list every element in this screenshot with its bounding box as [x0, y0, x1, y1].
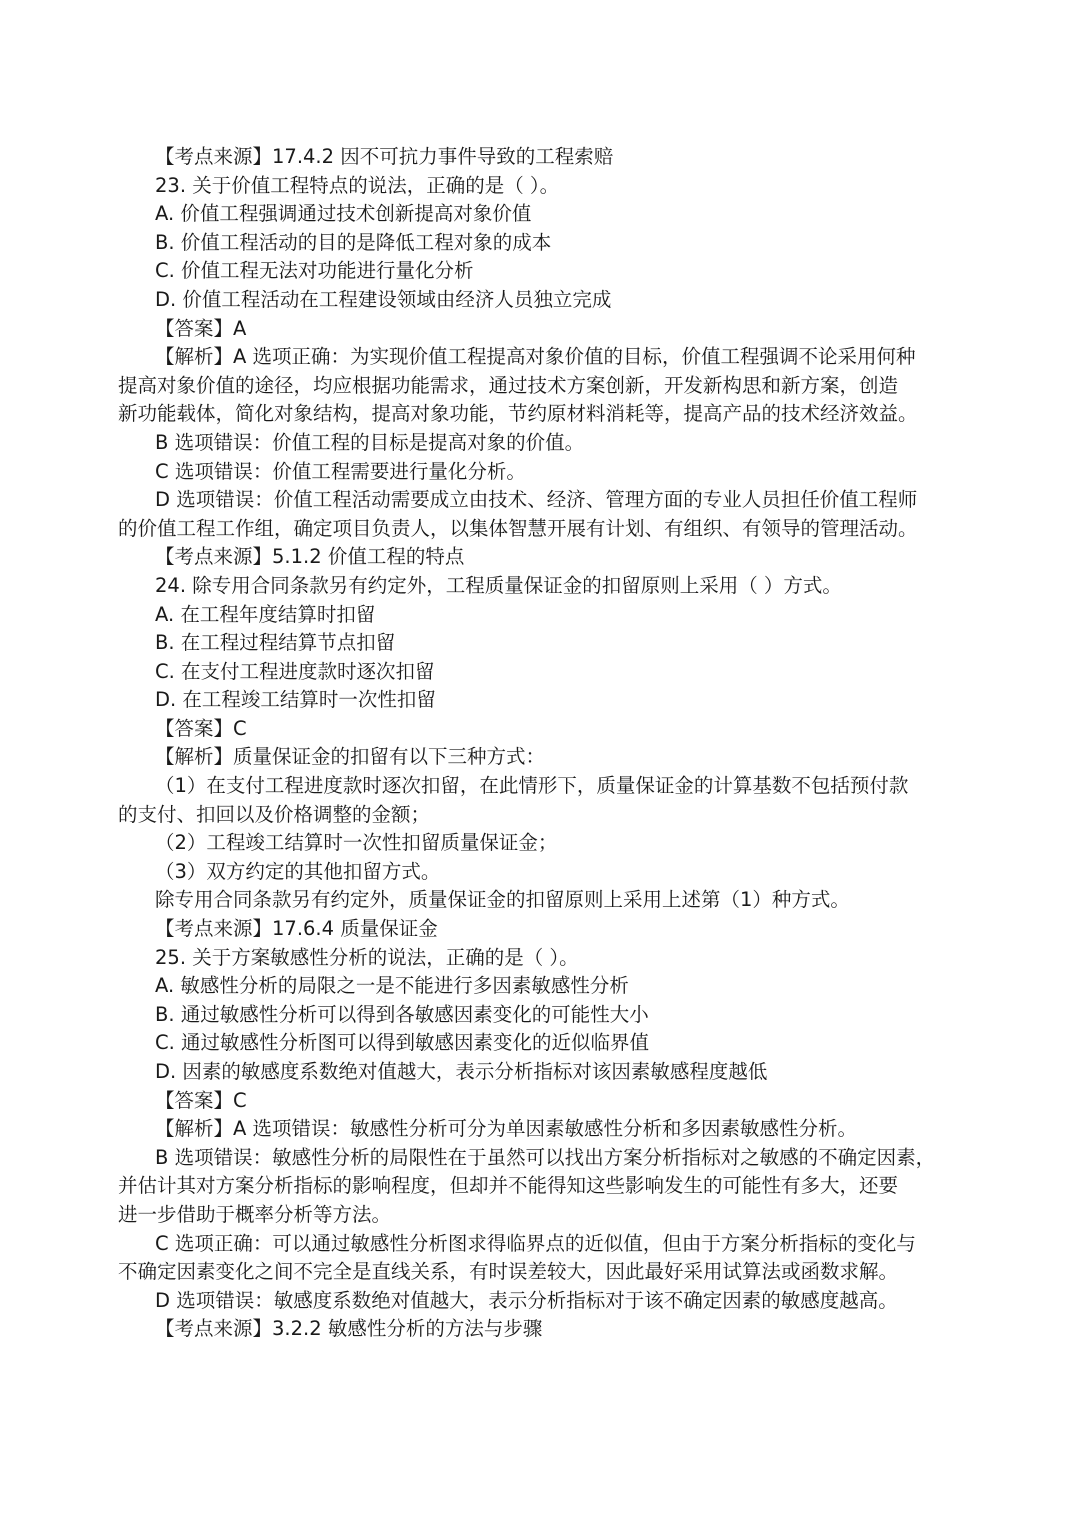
text-line: 【答案】C: [155, 1088, 247, 1112]
text-line: 【考点来源】5.1.2 价值工程的特点: [155, 545, 465, 569]
text-line: D 选项错误：敏感度系数绝对值越大，表示分析指标对于该不确定因素的敏感度越高。: [155, 1288, 898, 1312]
text-line: （3）双方约定的其他扣留方式。: [155, 859, 441, 883]
text-line: C. 价值工程无法对功能进行量化分析: [155, 259, 474, 283]
text-line: A. 价值工程强调通过技术创新提高对象价值: [155, 202, 532, 226]
text-line: 【解析】A 选项错误：敏感性分析可分为单因素敏感性分析和多因素敏感性分析。: [155, 1117, 858, 1141]
text-line: 除专用合同条款另有约定外，质量保证金的扣留原则上采用上述第（1）种方式。: [155, 888, 850, 912]
text-line: D. 价值工程活动在工程建设领域由经济人员独立完成: [155, 287, 612, 311]
text-line: B 选项错误：价值工程的目标是提高对象的价值。: [155, 430, 585, 454]
text-line: 【解析】A 选项正确：为实现价值工程提高对象价值的目标，价值工程强调不论采用何种: [155, 345, 916, 369]
text-line: 不确定因素变化之间不完全是直线关系，有时误差较大，因此最好采用试算法或函数求解。: [118, 1260, 899, 1284]
text-line: （1）在支付工程进度款时逐次扣留，在此情形下，质量保证金的计算基数不包括预付款: [155, 774, 909, 798]
text-line: D. 在工程竣工结算时一次性扣留: [155, 688, 436, 712]
text-line: 提高对象价值的途径，均应根据功能需求，通过技术方案创新，开发新构思和新方案，创造: [118, 373, 899, 397]
text-line: B. 通过敏感性分析可以得到各敏感因素变化的可能性大小: [155, 1002, 649, 1026]
document-body: [118, 143, 998, 1344]
text-line: 【解析】质量保证金的扣留有以下三种方式：: [155, 745, 546, 769]
text-line: 新功能载体，简化对象结构，提高对象功能，节约原材料消耗等，提高产品的技术经济效益。: [118, 402, 918, 426]
text-line: B. 价值工程活动的目的是降低工程对象的成本: [155, 230, 552, 254]
text-line: A. 在工程年度结算时扣留: [155, 602, 376, 626]
text-line: 24. 除专用合同条款另有约定外，工程质量保证金的扣留原则上采用（ ）方式。: [155, 573, 842, 597]
text-line: 23. 关于价值工程特点的说法，正确的是（ ）。: [155, 173, 560, 197]
text-line: （2）工程竣工结算时一次性扣留质量保证金；: [155, 831, 558, 855]
text-line: 【答案】C: [155, 716, 247, 740]
text-line: B. 在工程过程结算节点扣留: [155, 631, 396, 655]
text-line: 【考点来源】17.6.4 质量保证金: [155, 917, 438, 941]
text-line: C 选项正确：可以通过敏感性分析图求得临界点的近似值，但由于方案分析指标的变化与: [155, 1231, 916, 1255]
text-line: C. 通过敏感性分析图可以得到敏感因素变化的近似临界值: [155, 1031, 650, 1055]
text-line: B 选项错误：敏感性分析的局限性在于虽然可以找出方案分析指标对之敏感的不确定因素，: [155, 1145, 936, 1169]
text-line: C. 在支付工程进度款时逐次扣留: [155, 659, 435, 683]
text-line: 的价值工程工作组，确定项目负责人，以集体智慧开展有计划、有组织、有领导的管理活动。: [118, 516, 918, 540]
text-line: 25. 关于方案敏感性分析的说法，正确的是（ ）。: [155, 945, 579, 969]
text-line: D 选项错误：价值工程活动需要成立由技术、经济、管理方面的专业人员担任价值工程师: [155, 488, 918, 512]
text-line: 进一步借助于概率分析等方法。: [118, 1202, 392, 1226]
text-line: C 选项错误：价值工程需要进行量化分析。: [155, 459, 526, 483]
text-line: A. 敏感性分析的局限之一是不能进行多因素敏感性分析: [155, 974, 629, 998]
text-line: 并估计其对方案分析指标的影响程度，但却并不能得知这些影响发生的可能性有多大，还要: [118, 1174, 899, 1198]
text-line: D. 因素的敏感度系数绝对值越大，表示分析指标对该因素敏感程度越低: [155, 1060, 768, 1083]
text-line: 【考点来源】3.2.2 敏感性分析的方法与步骤: [155, 1317, 543, 1341]
text-line: 【答案】A: [155, 316, 247, 340]
text-line: 【考点来源】17.4.2 因不可抗力事件导致的工程索赔: [155, 145, 614, 168]
text-line: 的支付、扣回以及价格调整的金额；: [118, 802, 431, 826]
